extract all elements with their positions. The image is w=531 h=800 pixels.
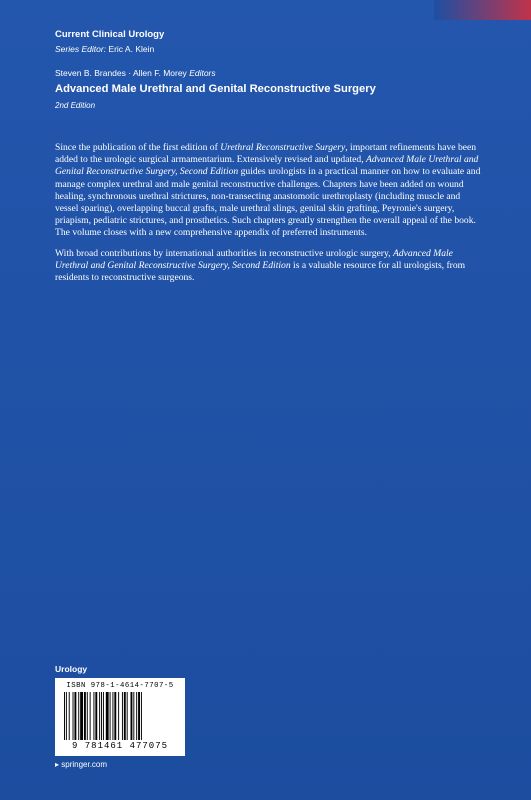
website-label: springer.com <box>61 760 108 769</box>
description <box>55 142 483 292</box>
accent-gradient-bar <box>434 0 531 20</box>
text-run: , important refinements have been added to the urologic surgical armamentarium. Extensively revised and updated, <box>55 142 477 166</box>
editors-names: Steven B. Brandes · Allen F. Morey <box>55 68 187 78</box>
text-run: is a valuable resource for all urologists, from residents to reconstructive surgeons. <box>55 259 466 284</box>
italic-run: Urethral Reconstructive Surgery <box>220 142 346 153</box>
publisher-website[interactable] <box>55 760 107 769</box>
italic-run: Advanced Male Urethral and Genital Reconstructive Surgery, Second Edition <box>55 154 479 178</box>
series-editor-label: Series Editor: <box>55 44 107 54</box>
isbn-text: ISBN 978-1-4614-7707-5 <box>66 682 174 690</box>
ean-digits: 9 781461 477075 <box>71 741 168 751</box>
text-run: guides urologists in a practical manner on how to evaluate and manage complex urethral and male genital reconstructive challenges. Chapters have been added on wound healing, synchronous urethral strictures, non-transecting anastomotic urethroplasty (including muscle and vessel sparing), overlapping buccal grafts, male urethral slings, genital skin grafting, Peyronie's surgery, priapism, pediatric strictures, and prosthetics. Such chapters greatly strengthen the overall appeal of the book. The volume closes with a new comprehensive appendix of preferred instruments. <box>55 166 481 239</box>
text-run: With broad contributions by international authorities in reconstructive urologic surgery, <box>55 247 393 259</box>
text-run: Since the publication of the first edition of <box>55 142 221 153</box>
series-editor-name: Eric A. Klein <box>108 44 155 54</box>
series-title: Current Clinical Urology <box>55 29 165 40</box>
subject-label: Urology <box>55 664 88 674</box>
series-editor <box>55 44 154 54</box>
barcode-bars <box>64 692 176 740</box>
italic-run: Advanced Male Urethral and Genital Reconstructive Surgery, Second Edition <box>55 247 453 271</box>
editors-line <box>55 68 216 78</box>
description-paragraph-2 <box>55 248 483 285</box>
barcode <box>55 678 185 756</box>
description-paragraph-1 <box>55 142 483 240</box>
editors-role: Editors <box>189 68 216 78</box>
arrow-icon: ▸ <box>55 760 60 769</box>
book-title: Advanced Male Urethral and Genital Reconstructive Surgery <box>55 83 376 95</box>
edition-label: 2nd Edition <box>55 101 96 110</box>
